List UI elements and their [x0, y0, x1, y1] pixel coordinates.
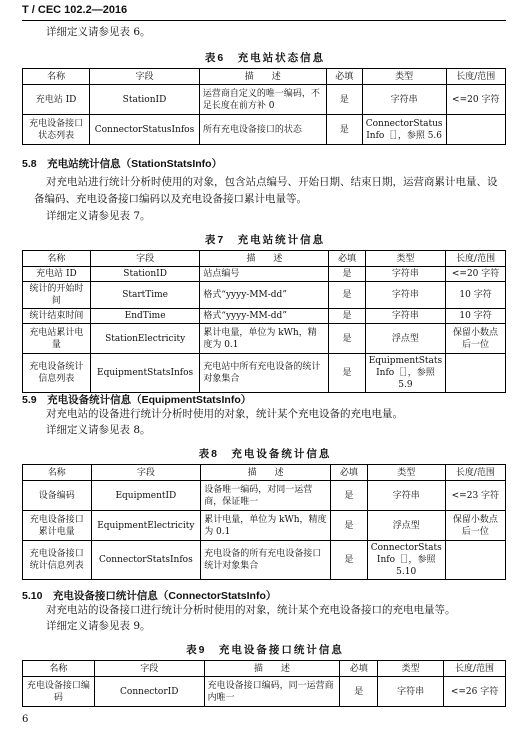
table-row — [23, 85, 506, 115]
section-5-9-reference: 详细定义请参见表 8。 — [46, 424, 151, 436]
column-header: 名称 — [23, 661, 95, 677]
table-row — [23, 267, 506, 282]
name-cell: 统计结束时间 — [23, 309, 91, 324]
required-cell: 是 — [329, 267, 365, 282]
type-cell: EquipmentStats Info［］，参照 5.9 — [365, 354, 445, 393]
table-row — [23, 324, 506, 354]
name-cell: 充电站 ID — [23, 267, 91, 282]
section-5-8-body: 对充电站进行统计分析时使用的对象，包含站点编号、开始日期、结束日期，运营商累计电量、设备编码、充电设备接口编码以及充电设备接口累计电量等。 — [34, 176, 498, 205]
column-header: 必填 — [326, 69, 362, 85]
column-header: 长度/范围 — [445, 465, 505, 481]
section-5-8-title: 5.8 充电站统计信息（StationStatsInfo） — [22, 158, 223, 170]
required-cell: 是 — [331, 541, 368, 580]
table-row — [23, 541, 506, 580]
table6 — [22, 68, 506, 145]
type-cell: 字符串 — [378, 677, 444, 707]
field-cell: StationElectricity — [90, 324, 199, 354]
description-cell: 站点编号 — [200, 267, 329, 282]
required-cell: 是 — [340, 677, 378, 707]
page-number: 6 — [22, 714, 29, 725]
table-row — [23, 309, 506, 324]
column-header: 描 述 — [201, 465, 331, 481]
column-header: 类型 — [367, 465, 445, 481]
field-cell: StartTime — [90, 282, 199, 309]
required-cell: 是 — [326, 115, 362, 145]
field-cell: EquipmentStatsInfos — [90, 354, 199, 393]
name-cell: 充电设备统计信息列表 — [23, 354, 91, 393]
type-cell: 字符串 — [365, 309, 445, 324]
name-cell: 充电设备接口编码 — [23, 677, 95, 707]
length-cell: 10 字符 — [446, 282, 506, 309]
column-header: 类型 — [365, 251, 445, 267]
document-header: T / CEC 102.2—2016 — [22, 4, 128, 16]
length-cell: <=26 字符 — [444, 677, 506, 707]
length-cell — [446, 115, 505, 145]
field-cell: ConnectorStatusInfos — [90, 115, 200, 145]
table-header-row — [23, 465, 506, 481]
table-header-row — [23, 251, 506, 267]
field-cell: EquipmentID — [91, 481, 201, 511]
column-header: 描 述 — [204, 661, 340, 677]
column-header: 类型 — [378, 661, 444, 677]
name-cell: 设备编码 — [23, 481, 92, 511]
type-cell: 字符串 — [367, 481, 445, 511]
required-cell: 是 — [331, 481, 368, 511]
section-5-10-body: 对充电站的设备接口进行统计分析时使用的对象，统计某个充电设备接口的充电电量等。 — [46, 604, 456, 616]
intro-reference: 详细定义请参见表 6。 — [46, 26, 151, 38]
length-cell: 保留小数点后一位 — [446, 324, 506, 354]
type-cell: ConnectorStatus Info［］，参照 5.6 — [362, 115, 446, 145]
table9 — [22, 660, 506, 707]
section-5-9-body: 对充电站的设备进行统计分析时使用的对象，统计某个充电设备的充电电量。 — [46, 408, 403, 420]
description-cell: 充电设备的所有充电设备接口统计对象集合 — [201, 541, 331, 580]
column-header: 长度/范围 — [444, 661, 506, 677]
length-cell: 10 字符 — [446, 309, 506, 324]
type-cell: 浮点型 — [367, 511, 445, 541]
table-row — [23, 481, 506, 511]
section-5-9-title: 5.9 充电设备统计信息（EquipmentStatsInfo） — [22, 394, 252, 406]
length-cell: <=20 字符 — [446, 85, 505, 115]
description-cell: 累计电量，单位为 kWh，精度为 0.1 — [201, 511, 331, 541]
column-header: 名称 — [23, 465, 92, 481]
table8-caption: 表8 充电设备统计信息 — [198, 448, 332, 460]
description-cell: 充电设备接口编码，同一运营商内唯一 — [204, 677, 340, 707]
column-header: 必填 — [329, 251, 365, 267]
field-cell: EquipmentElectricity — [91, 511, 201, 541]
description-cell: 运营商自定义的唯一编码，不足长度在前方补 0 — [199, 85, 326, 115]
length-cell: <=20 字符 — [446, 267, 506, 282]
name-cell: 充电站 ID — [23, 85, 90, 115]
column-header: 必填 — [331, 465, 368, 481]
description-cell: 累计电量，单位为 kWh，精度为 0.1 — [200, 324, 329, 354]
section-5-8-reference: 详细定义请参见表 7。 — [46, 210, 151, 222]
column-header: 描 述 — [199, 69, 326, 85]
table7 — [22, 250, 506, 393]
description-cell: 格式“yyyy-MM-dd” — [200, 282, 329, 309]
field-cell: ConnectorStatsInfos — [91, 541, 201, 580]
length-cell: 保留小数点后一位 — [445, 511, 505, 541]
table-row — [23, 282, 506, 309]
column-header: 字段 — [90, 69, 200, 85]
type-cell: 浮点型 — [365, 324, 445, 354]
field-cell: ConnectorID — [94, 677, 204, 707]
table-row — [23, 354, 506, 393]
table7-caption: 表7 充电站统计信息 — [204, 234, 326, 246]
name-cell: 充电设备接口状态列表 — [23, 115, 90, 145]
column-header: 类型 — [362, 69, 446, 85]
description-cell: 格式“yyyy-MM-dd” — [200, 309, 329, 324]
name-cell: 充电设备接口统计信息列表 — [23, 541, 92, 580]
table8 — [22, 464, 506, 580]
column-header: 名称 — [23, 69, 90, 85]
description-cell: 充电站中所有充电设备的统计对象集合 — [200, 354, 329, 393]
table9-caption: 表9 充电设备接口统计信息 — [186, 644, 344, 656]
table-row — [23, 677, 506, 707]
section-5-10-reference: 详细定义请参见表 9。 — [46, 620, 151, 632]
required-cell: 是 — [326, 85, 362, 115]
column-header: 字段 — [91, 465, 201, 481]
header-rule — [22, 20, 506, 21]
table-row — [23, 511, 506, 541]
table-header-row — [23, 69, 506, 85]
length-cell — [446, 354, 506, 393]
name-cell: 统计的开始时间 — [23, 282, 91, 309]
table6-caption: 表6 充电站状态信息 — [204, 52, 326, 64]
field-cell: StationID — [90, 267, 199, 282]
column-header: 必填 — [340, 661, 378, 677]
name-cell: 充电设备接口累计电量 — [23, 511, 92, 541]
column-header: 字段 — [94, 661, 204, 677]
required-cell: 是 — [329, 324, 365, 354]
required-cell: 是 — [329, 282, 365, 309]
column-header: 长度/范围 — [446, 69, 505, 85]
section-5-10-title: 5.10 充电设备接口统计信息（ConnectorStatsInfo） — [22, 590, 277, 602]
description-cell: 所有充电设备接口的状态 — [199, 115, 326, 145]
type-cell: 字符串 — [362, 85, 446, 115]
required-cell: 是 — [329, 354, 365, 393]
field-cell: EndTime — [90, 309, 199, 324]
type-cell: 字符串 — [365, 282, 445, 309]
column-header: 描 述 — [200, 251, 329, 267]
column-header: 长度/范围 — [446, 251, 506, 267]
required-cell: 是 — [331, 511, 368, 541]
type-cell: ConnectorStats Info［］，参照 5.10 — [367, 541, 445, 580]
description-cell: 设备唯一编码，对同一运营商，保证唯一 — [201, 481, 331, 511]
length-cell — [445, 541, 505, 580]
name-cell: 充电站累计电量 — [23, 324, 91, 354]
table-header-row — [23, 661, 506, 677]
length-cell: <=23 字符 — [445, 481, 505, 511]
field-cell: StationID — [90, 85, 200, 115]
column-header: 名称 — [23, 251, 91, 267]
required-cell: 是 — [329, 309, 365, 324]
column-header: 字段 — [90, 251, 199, 267]
type-cell: 字符串 — [365, 267, 445, 282]
table-row — [23, 115, 506, 145]
